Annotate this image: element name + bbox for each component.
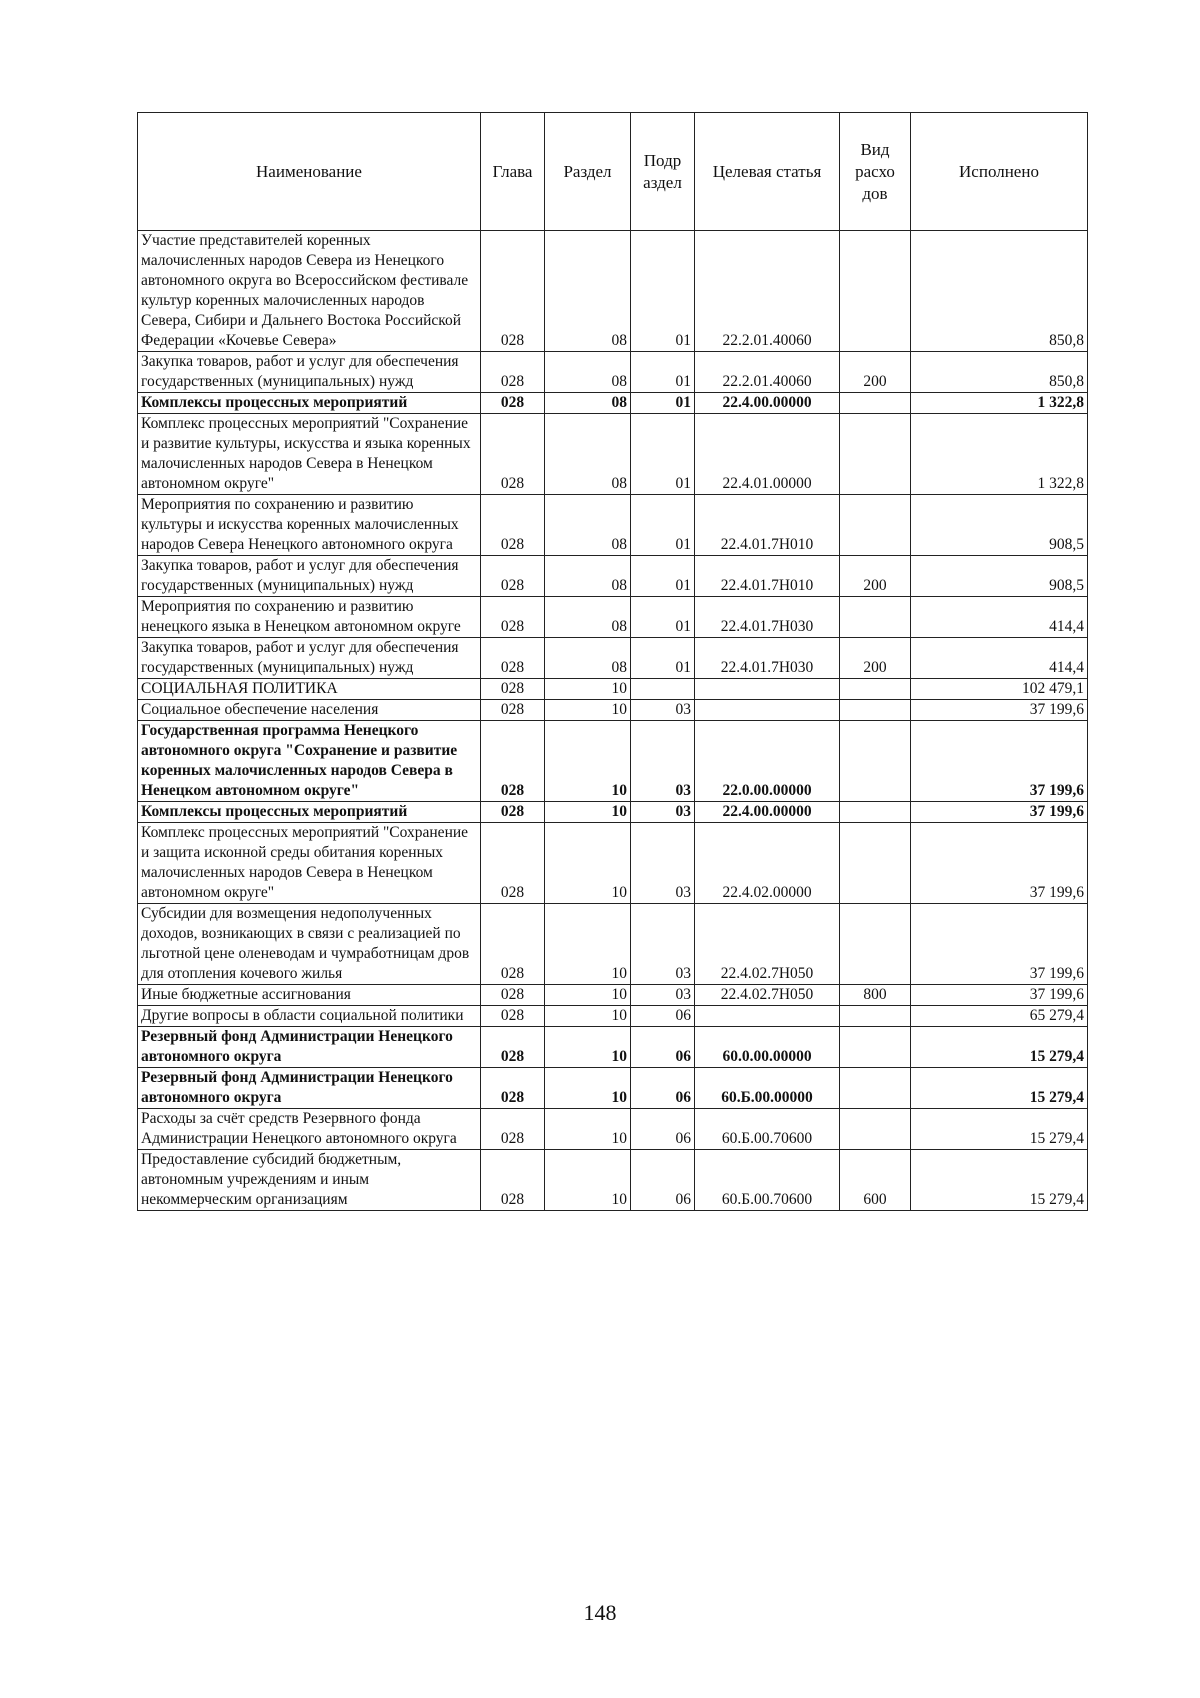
table-row <box>138 556 1088 597</box>
row-vid: 200 <box>840 556 911 597</box>
row-name: Другие вопросы в области социальной политики <box>138 1006 481 1027</box>
table-row <box>138 1006 1088 1027</box>
row-razdel: 10 <box>545 802 631 823</box>
row-podrazdel: 03 <box>631 721 695 802</box>
row-podrazdel: 06 <box>631 1027 695 1068</box>
row-vid <box>840 414 911 495</box>
row-target: 22.4.02.7Н050 <box>695 904 840 985</box>
row-done: 908,5 <box>911 495 1088 556</box>
page-number: 148 <box>583 1600 617 1625</box>
row-done: 37 199,6 <box>911 721 1088 802</box>
row-glava: 028 <box>481 1027 545 1068</box>
row-glava: 028 <box>481 1109 545 1150</box>
table-row <box>138 597 1088 638</box>
row-vid <box>840 495 911 556</box>
row-name: Иные бюджетные ассигнования <box>138 985 481 1006</box>
row-done: 37 199,6 <box>911 985 1088 1006</box>
row-glava: 028 <box>481 638 545 679</box>
header-podrazdel: Подр аздел <box>631 113 695 231</box>
row-target <box>695 700 840 721</box>
row-vid <box>840 1006 911 1027</box>
row-target: 22.4.02.7Н050 <box>695 985 840 1006</box>
row-razdel: 10 <box>545 679 631 700</box>
row-done: 1 322,8 <box>911 393 1088 414</box>
row-done: 102 479,1 <box>911 679 1088 700</box>
header-target-article: Целевая статья <box>695 113 840 231</box>
table-row <box>138 352 1088 393</box>
row-glava: 028 <box>481 556 545 597</box>
row-razdel: 08 <box>545 231 631 352</box>
row-vid <box>840 700 911 721</box>
table-row <box>138 414 1088 495</box>
header-expense-type: Вид расхо дов <box>840 113 911 231</box>
row-razdel: 08 <box>545 393 631 414</box>
row-razdel: 10 <box>545 1006 631 1027</box>
row-done: 15 279,4 <box>911 1027 1088 1068</box>
row-name: Резервный фонд Администрации Ненецкого автономного округа <box>138 1068 481 1109</box>
row-razdel: 08 <box>545 597 631 638</box>
row-done: 414,4 <box>911 597 1088 638</box>
row-vid <box>840 802 911 823</box>
budget-table-container <box>137 112 1088 1211</box>
table-row <box>138 904 1088 985</box>
row-podrazdel: 03 <box>631 985 695 1006</box>
row-done: 65 279,4 <box>911 1006 1088 1027</box>
row-podrazdel: 01 <box>631 638 695 679</box>
row-vid <box>840 823 911 904</box>
row-done: 1 322,8 <box>911 414 1088 495</box>
row-name: СОЦИАЛЬНАЯ ПОЛИТИКА <box>138 679 481 700</box>
row-podrazdel: 06 <box>631 1068 695 1109</box>
row-podrazdel: 03 <box>631 904 695 985</box>
row-podrazdel: 01 <box>631 597 695 638</box>
row-target: 22.4.01.7Н010 <box>695 495 840 556</box>
row-done: 37 199,6 <box>911 700 1088 721</box>
table-row <box>138 721 1088 802</box>
row-glava: 028 <box>481 802 545 823</box>
row-razdel: 08 <box>545 352 631 393</box>
row-target: 22.2.01.40060 <box>695 352 840 393</box>
row-done: 850,8 <box>911 352 1088 393</box>
row-vid <box>840 597 911 638</box>
table-row <box>138 823 1088 904</box>
row-name: Участие представителей коренных малочисленных народов Севера из Ненецкого автономного округа во Всероссийском фестивале культур коренных малочисленных народов Севера, Сибири и Дальнего Востока Российской Федерации «Кочевье Севера» <box>138 231 481 352</box>
row-done: 908,5 <box>911 556 1088 597</box>
table-row <box>138 700 1088 721</box>
row-glava: 028 <box>481 1006 545 1027</box>
row-target: 22.4.00.00000 <box>695 393 840 414</box>
row-name: Государственная программа Ненецкого автономного округа "Сохранение и развитие коренных малочисленных народов Севера в Ненецком автономном округе" <box>138 721 481 802</box>
table-row <box>138 393 1088 414</box>
row-done: 37 199,6 <box>911 904 1088 985</box>
table-row <box>138 231 1088 352</box>
row-podrazdel: 06 <box>631 1006 695 1027</box>
row-podrazdel: 03 <box>631 802 695 823</box>
row-vid <box>840 231 911 352</box>
row-vid: 600 <box>840 1150 911 1211</box>
row-target: 22.4.01.7Н030 <box>695 638 840 679</box>
row-razdel: 08 <box>545 495 631 556</box>
header-executed: Исполнено <box>911 113 1088 231</box>
row-vid <box>840 1068 911 1109</box>
table-row <box>138 802 1088 823</box>
row-target: 60.0.00.00000 <box>695 1027 840 1068</box>
row-vid <box>840 1109 911 1150</box>
row-glava: 028 <box>481 597 545 638</box>
row-name: Комплексы процессных мероприятий <box>138 393 481 414</box>
row-glava: 028 <box>481 823 545 904</box>
header-name: Наименование <box>138 113 481 231</box>
row-target: 22.0.00.00000 <box>695 721 840 802</box>
table-row <box>138 1027 1088 1068</box>
table-row <box>138 495 1088 556</box>
row-name: Комплекс процессных мероприятий "Сохранение и защита исконной среды обитания коренных малочисленных народов Севера в Ненецком автономном округе" <box>138 823 481 904</box>
table-row <box>138 638 1088 679</box>
row-glava: 028 <box>481 985 545 1006</box>
table-row <box>138 1150 1088 1211</box>
row-razdel: 10 <box>545 904 631 985</box>
row-razdel: 08 <box>545 556 631 597</box>
row-razdel: 08 <box>545 638 631 679</box>
row-target: 22.4.01.00000 <box>695 414 840 495</box>
row-podrazdel: 01 <box>631 414 695 495</box>
row-name: Закупка товаров, работ и услуг для обеспечения государственных (муниципальных) нужд <box>138 556 481 597</box>
row-name: Резервный фонд Администрации Ненецкого автономного округа <box>138 1027 481 1068</box>
budget-table <box>137 112 1088 1211</box>
row-podrazdel: 01 <box>631 393 695 414</box>
row-podrazdel: 03 <box>631 823 695 904</box>
row-glava: 028 <box>481 721 545 802</box>
table-row <box>138 985 1088 1006</box>
row-podrazdel: 01 <box>631 352 695 393</box>
row-razdel: 10 <box>545 721 631 802</box>
row-vid <box>840 679 911 700</box>
row-glava: 028 <box>481 495 545 556</box>
header-razdel: Раздел <box>545 113 631 231</box>
row-glava: 028 <box>481 700 545 721</box>
row-glava: 028 <box>481 1068 545 1109</box>
row-target: 22.4.01.7Н030 <box>695 597 840 638</box>
row-vid <box>840 393 911 414</box>
row-podrazdel: 01 <box>631 231 695 352</box>
row-done: 37 199,6 <box>911 823 1088 904</box>
row-glava: 028 <box>481 1150 545 1211</box>
row-vid: 800 <box>840 985 911 1006</box>
row-target: 22.4.00.00000 <box>695 802 840 823</box>
row-name: Предоставление субсидий бюджетным, автономным учреждениям и иным некоммерческим организациям <box>138 1150 481 1211</box>
row-podrazdel: 06 <box>631 1109 695 1150</box>
table-row <box>138 1109 1088 1150</box>
row-razdel: 10 <box>545 1068 631 1109</box>
table-row <box>138 1068 1088 1109</box>
row-done: 850,8 <box>911 231 1088 352</box>
row-target: 22.2.01.40060 <box>695 231 840 352</box>
row-target: 60.Б.00.70600 <box>695 1150 840 1211</box>
row-name: Закупка товаров, работ и услуг для обеспечения государственных (муниципальных) нужд <box>138 638 481 679</box>
row-done: 15 279,4 <box>911 1150 1088 1211</box>
row-name: Социальное обеспечение населения <box>138 700 481 721</box>
table-row <box>138 679 1088 700</box>
row-name: Расходы за счёт средств Резервного фонда Администрации Ненецкого автономного округа <box>138 1109 481 1150</box>
row-done: 414,4 <box>911 638 1088 679</box>
row-target <box>695 679 840 700</box>
row-vid: 200 <box>840 638 911 679</box>
row-name: Комплекс процессных мероприятий "Сохранение и развитие культуры, искусства и языка коренных малочисленных народов Севера в Ненецком автономном округе" <box>138 414 481 495</box>
row-glava: 028 <box>481 904 545 985</box>
row-razdel: 10 <box>545 700 631 721</box>
row-razdel: 10 <box>545 1027 631 1068</box>
row-glava: 028 <box>481 679 545 700</box>
row-target <box>695 1006 840 1027</box>
row-vid: 200 <box>840 352 911 393</box>
row-razdel: 08 <box>545 414 631 495</box>
row-podrazdel: 03 <box>631 700 695 721</box>
row-name: Мероприятия по сохранению и развитию культуры и искусства коренных малочисленных народов Севера Ненецкого автономного округа <box>138 495 481 556</box>
row-vid <box>840 721 911 802</box>
row-razdel: 10 <box>545 823 631 904</box>
row-vid <box>840 1027 911 1068</box>
row-podrazdel <box>631 679 695 700</box>
row-done: 15 279,4 <box>911 1109 1088 1150</box>
row-glava: 028 <box>481 231 545 352</box>
row-done: 15 279,4 <box>911 1068 1088 1109</box>
row-podrazdel: 01 <box>631 495 695 556</box>
row-glava: 028 <box>481 352 545 393</box>
row-razdel: 10 <box>545 1109 631 1150</box>
row-glava: 028 <box>481 414 545 495</box>
row-target: 22.4.02.00000 <box>695 823 840 904</box>
row-glava: 028 <box>481 393 545 414</box>
row-razdel: 10 <box>545 1150 631 1211</box>
row-target: 60.Б.00.70600 <box>695 1109 840 1150</box>
row-vid <box>840 904 911 985</box>
table-header-row <box>138 113 1088 231</box>
row-razdel: 10 <box>545 985 631 1006</box>
row-name: Субсидии для возмещения недополученных доходов, возникающих в связи с реализацией по льготной цене оленеводам и чумработницам дров для отопления кочевого жилья <box>138 904 481 985</box>
row-podrazdel: 06 <box>631 1150 695 1211</box>
row-target: 22.4.01.7Н010 <box>695 556 840 597</box>
row-name: Закупка товаров, работ и услуг для обеспечения государственных (муниципальных) нужд <box>138 352 481 393</box>
row-target: 60.Б.00.00000 <box>695 1068 840 1109</box>
header-glava: Глава <box>481 113 545 231</box>
row-name: Мероприятия по сохранению и развитию ненецкого языка в Ненецком автономном округе <box>138 597 481 638</box>
row-podrazdel: 01 <box>631 556 695 597</box>
row-done: 37 199,6 <box>911 802 1088 823</box>
row-name: Комплексы процессных мероприятий <box>138 802 481 823</box>
